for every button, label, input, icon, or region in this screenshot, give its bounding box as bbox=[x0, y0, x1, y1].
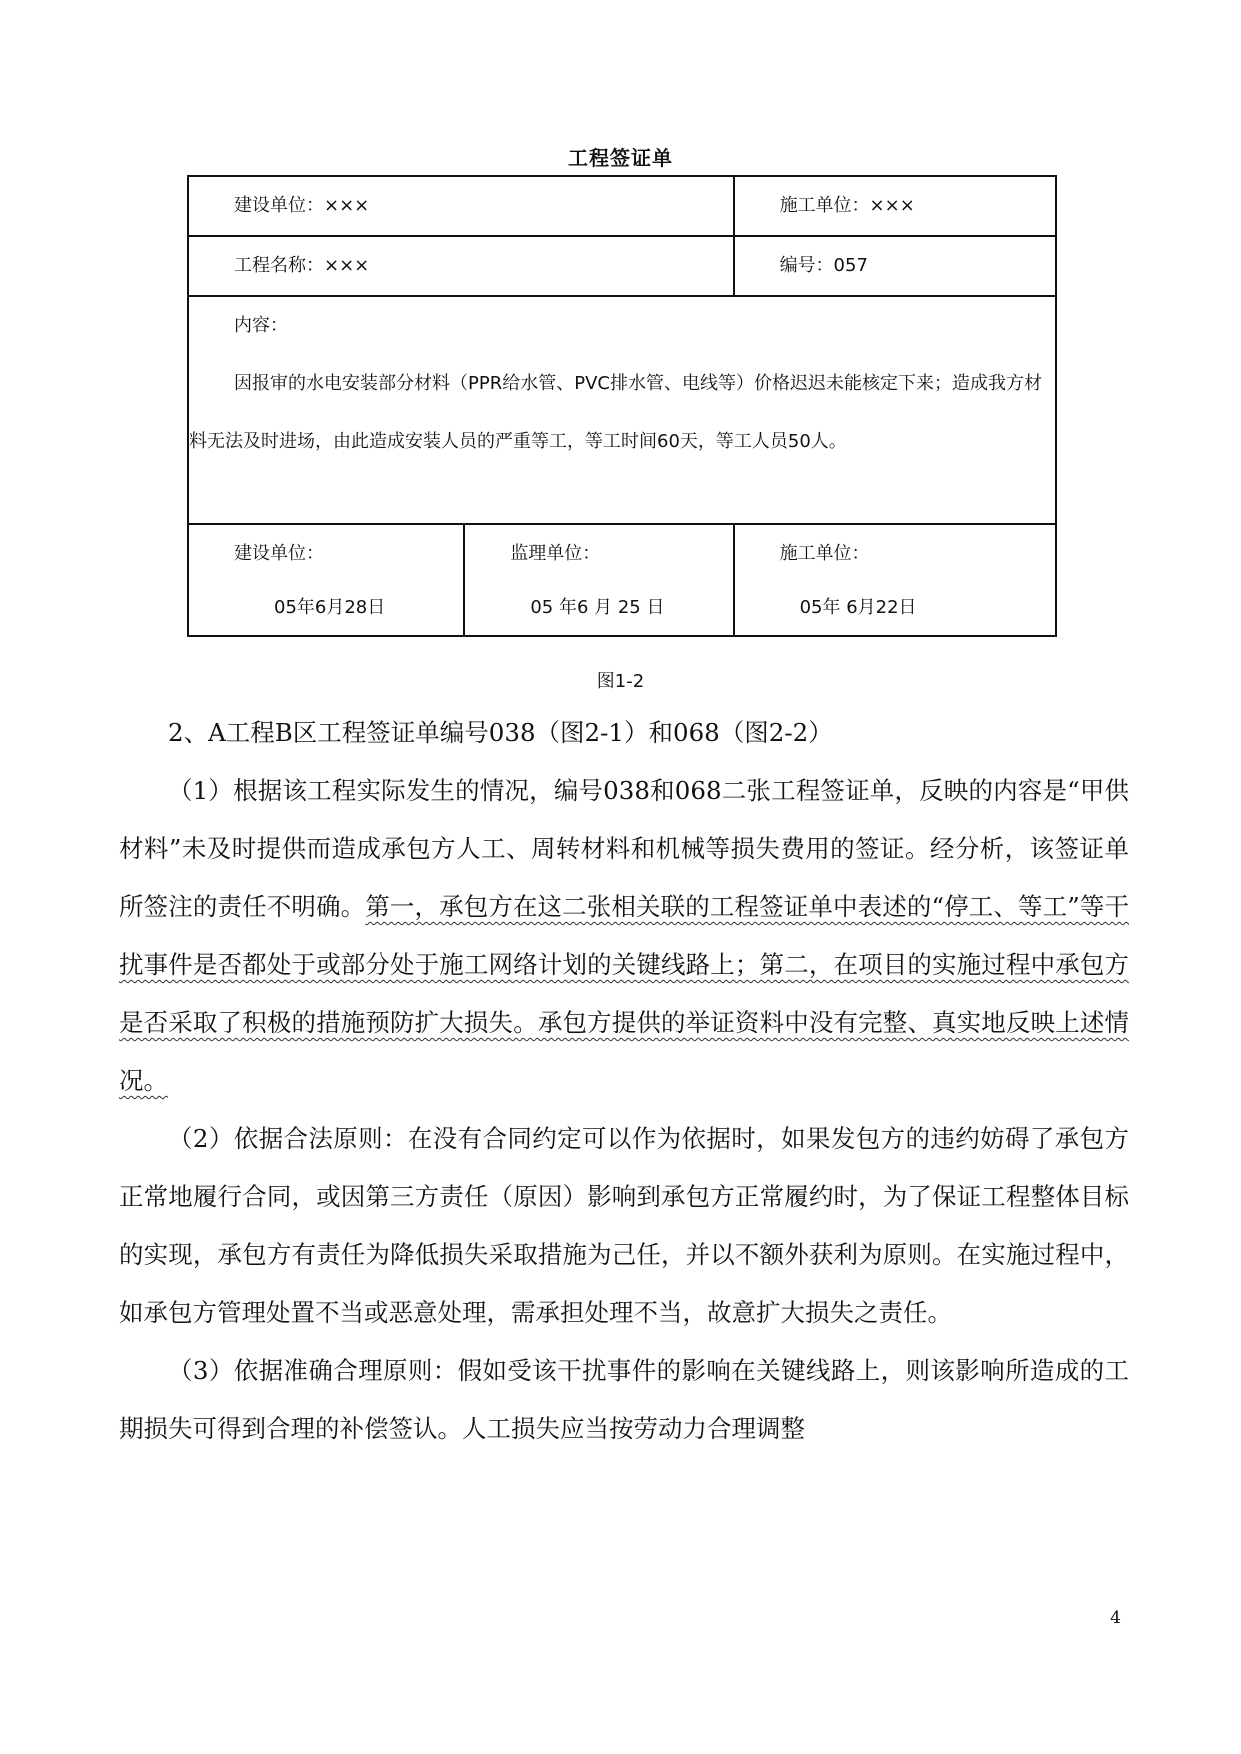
certification-form-table bbox=[187, 175, 1057, 637]
owner-unit-field: 建设单位：××× bbox=[234, 195, 370, 216]
content-text: 因报审的水电安装部分材料（PPR给水管、PVC排水管、电线等）价格迟迟未能核定下来；造成我方材料无法及时进场，由此造成安装人员的严重等工，等工时间60天，等工人员50人。 bbox=[189, 373, 1042, 452]
signature-supervisor bbox=[464, 524, 733, 636]
paragraph-1-text: （1）根据该工程实际发生的情况，编号038和068二张工程签证单，反映的内容是“甲供材料”未及时提供而造成承包方人工、周转材料和机械等损失费用的签证。经分析，该签证单所签注的责任不明确。 bbox=[119, 776, 1129, 921]
form-title: 工程签证单 bbox=[568, 146, 673, 170]
signature-contractor bbox=[734, 524, 1056, 636]
form-row-owner bbox=[188, 176, 1056, 236]
signature-date: 05年 6月22日 bbox=[799, 597, 917, 618]
signature-date: 05年6月28日 bbox=[274, 597, 386, 618]
section-heading: 2、A工程B区工程签证单编号038（图2-1）和068（图2-2） bbox=[168, 718, 833, 747]
signature-label: 监理单位： bbox=[510, 543, 601, 564]
paragraph-1-underlined: 第一，承包方在这二张相关联的工程签证单中表述的“停工、等工”等干扰事件是否都处于或部分处于施工网络计划的关键线路上；第二，在项目的实施过程中承包方是否采取了积极的措施预防扩大损失。承包方提供的举证资料中没有完整、真实地反映上述情况。 bbox=[119, 892, 1129, 1095]
contractor-unit-field: 施工单位：××× bbox=[779, 195, 915, 216]
signature-label: 建设单位： bbox=[234, 543, 324, 564]
signature-label: 施工单位： bbox=[779, 543, 870, 564]
content-label: 内容： bbox=[234, 315, 288, 336]
form-row-content bbox=[188, 296, 1056, 524]
paragraph-1 bbox=[119, 762, 1129, 1110]
signature-owner bbox=[188, 524, 464, 636]
serial-number-field: 编号：057 bbox=[779, 255, 868, 276]
body-text bbox=[119, 704, 1129, 1458]
paragraph-2: （2）依据合法原则：在没有合同约定可以作为依据时，如果发包方的违约妨碍了承包方正常地履行合同，或因第三方责任（原因）影响到承包方正常履约时，为了保证工程整体目标的实现，承包方有责任为降低损失采取措施为己任，并以不额外获利为原则。在实施过程中，如承包方管理处置不当或恶意处理，需承担处理不当，故意扩大损失之责任。 bbox=[119, 1124, 1129, 1327]
figure-caption: 图1-2 bbox=[596, 671, 645, 692]
form-row-project bbox=[188, 236, 1056, 296]
signature-date: 05 年6 月 25 日 bbox=[530, 597, 665, 618]
page-number: 4 bbox=[1110, 1608, 1121, 1628]
paragraph-3: （3）依据准确合理原则：假如受该干扰事件的影响在关键线路上，则该影响所造成的工期损失可得到合理的补偿签认。人工损失应当按劳动力合理调整 bbox=[119, 1356, 1129, 1443]
project-name-field: 工程名称：××× bbox=[234, 255, 370, 276]
form-row-signatures bbox=[188, 524, 1056, 636]
